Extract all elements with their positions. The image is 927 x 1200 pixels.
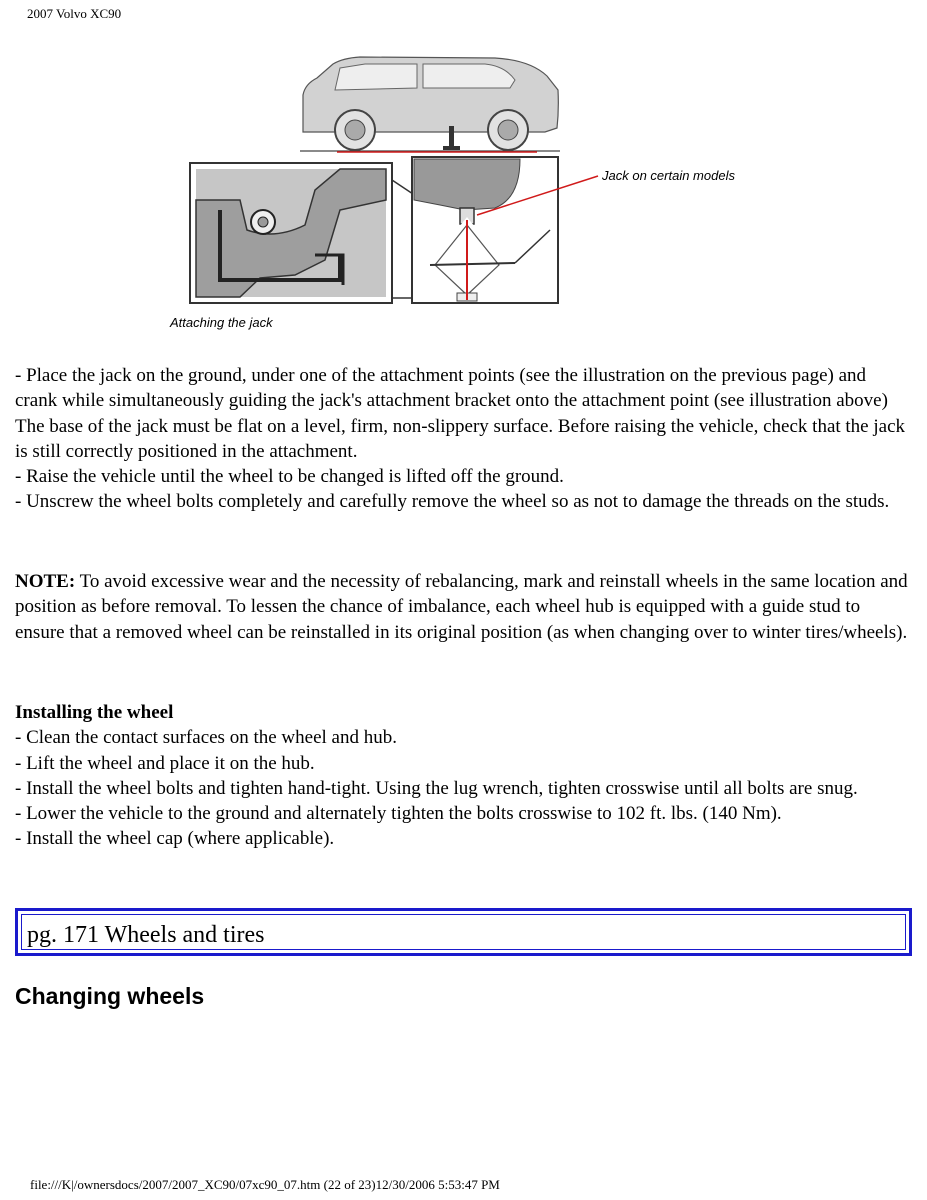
install-step-item: - Clean the contact surfaces on the wheel and hub. <box>15 727 397 749</box>
figure-caption: Attaching the jack <box>170 315 273 330</box>
note-label: NOTE: <box>15 571 76 592</box>
installing-wheel-heading: Installing the wheel <box>15 702 174 723</box>
note-text: To avoid excessive wear and the necessity of rebalancing, mark and reinstall wheels in the same location and position as before removal. To lessen the chance of imbalance, each wheel hub is equipped with a guide stud to ensure that a removed wheel can be reinstalled in its original position (as when changing over to winter tires/wheels). <box>15 571 908 643</box>
install-step-item: - Lower the vehicle to the ground and alternately tighten the bolts crosswise to 102 ft. lbs. (140 Nm). <box>15 803 782 825</box>
jack-callout-label: Jack on certain models <box>602 168 735 183</box>
install-step-item: - Install the wheel bolts and tighten hand-tight. Using the lug wrench, tighten crosswise until all bolts are snug. <box>15 777 858 799</box>
page-link-text: pg. 171 Wheels and tires <box>21 914 906 950</box>
page-link-box <box>15 908 912 956</box>
jack-steps <box>15 363 910 515</box>
install-step-item: - Install the wheel cap (where applicable). <box>15 828 335 850</box>
step-item: - Unscrew the wheel bolts completely and carefully remove the wheel so as not to damage the threads on the studs. <box>15 491 890 513</box>
document-header: 2007 Volvo XC90 <box>27 6 122 21</box>
document-footer-path: file:///K|/ownersdocs/2007/2007_XC90/07xc90_07.htm (22 of 23)12/30/2006 5:53:47 PM <box>30 1177 500 1192</box>
step-item: - Raise the vehicle until the wheel to be changed is lifted off the ground. <box>15 466 564 488</box>
install-step-item: - Lift the wheel and place it on the hub. <box>15 752 315 774</box>
scissor-jack-detail <box>412 157 558 303</box>
car-icon <box>300 57 560 151</box>
step-item: - Place the jack on the ground, under one of the attachment points (see the illustration on the previous page) and crank while simultaneously guiding the jack's attachment bracket onto the attachment point (see illustration above) The base of the jack must be flat on a level, firm, non-slippery surface. Before raising the vehicle, check that the jack is still correctly positioned in the attachment. <box>15 365 906 462</box>
section-title: Changing wheels <box>15 983 205 1009</box>
jack-illustration-drawing <box>165 50 785 340</box>
installing-wheel-section <box>15 700 910 852</box>
jack-bracket-detail <box>190 163 392 303</box>
note-paragraph <box>15 569 910 645</box>
jack-illustration <box>165 50 785 340</box>
